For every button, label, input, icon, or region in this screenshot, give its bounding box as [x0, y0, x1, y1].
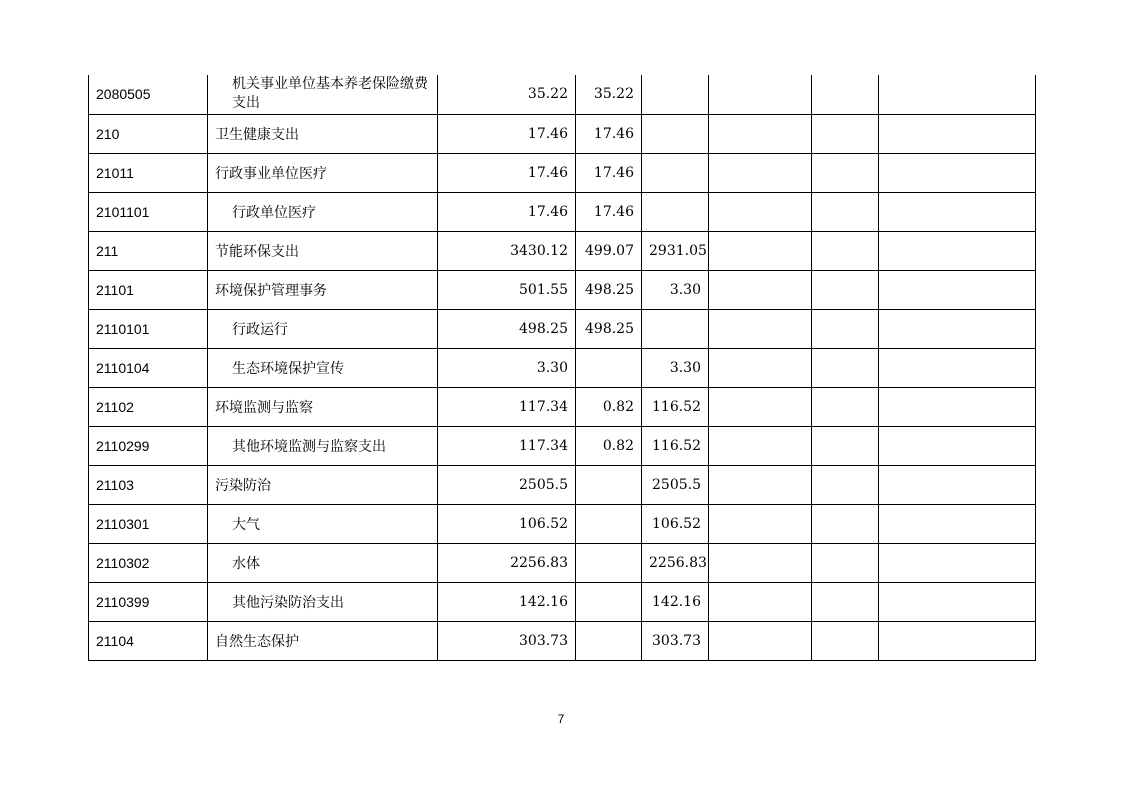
total-amount-cell: 501.55 [438, 270, 576, 309]
project-expenditure-cell [642, 75, 709, 114]
subject-name-cell: 机关事业单位基本养老保险缴费支出 [208, 75, 438, 114]
empty-cell [812, 387, 879, 426]
project-expenditure-cell: 303.73 [642, 621, 709, 660]
empty-cell [709, 504, 812, 543]
subject-code-cell: 21011 [89, 153, 208, 192]
subject-code-cell: 21101 [89, 270, 208, 309]
table-row [89, 504, 1036, 543]
empty-cell [812, 465, 879, 504]
subject-name-cell: 大气 [208, 504, 438, 543]
empty-cell [879, 348, 1036, 387]
project-expenditure-cell: 2931.05 [642, 231, 709, 270]
empty-cell [709, 387, 812, 426]
empty-cell [709, 582, 812, 621]
empty-cell [709, 114, 812, 153]
empty-cell [879, 309, 1036, 348]
basic-expenditure-cell: 17.46 [576, 114, 642, 153]
empty-cell [879, 621, 1036, 660]
table-row [89, 465, 1036, 504]
empty-cell [812, 192, 879, 231]
table-row [89, 153, 1036, 192]
total-amount-cell: 142.16 [438, 582, 576, 621]
project-expenditure-cell [642, 114, 709, 153]
project-expenditure-cell: 116.52 [642, 426, 709, 465]
subject-code-cell: 2110299 [89, 426, 208, 465]
empty-cell [879, 192, 1036, 231]
empty-cell [879, 114, 1036, 153]
total-amount-cell: 17.46 [438, 153, 576, 192]
subject-code-cell: 21104 [89, 621, 208, 660]
table-row [89, 426, 1036, 465]
empty-cell [709, 309, 812, 348]
empty-cell [879, 153, 1036, 192]
empty-cell [879, 582, 1036, 621]
subject-name-cell: 环境监测与监察 [208, 387, 438, 426]
empty-cell [879, 504, 1036, 543]
page-number: 7 [557, 712, 565, 726]
total-amount-cell: 117.34 [438, 387, 576, 426]
empty-cell [812, 153, 879, 192]
subject-code-cell: 2101101 [89, 192, 208, 231]
subject-code-cell: 2110399 [89, 582, 208, 621]
basic-expenditure-cell [576, 465, 642, 504]
empty-cell [879, 270, 1036, 309]
empty-cell [879, 543, 1036, 582]
subject-name-cell: 行政单位医疗 [208, 192, 438, 231]
empty-cell [812, 582, 879, 621]
table-row [89, 192, 1036, 231]
basic-expenditure-cell: 35.22 [576, 75, 642, 114]
table-row [89, 231, 1036, 270]
total-amount-cell: 3.30 [438, 348, 576, 387]
empty-cell [879, 465, 1036, 504]
empty-cell [709, 348, 812, 387]
subject-name-cell: 自然生态保护 [208, 621, 438, 660]
table-row [89, 309, 1036, 348]
table-row [89, 270, 1036, 309]
project-expenditure-cell: 3.30 [642, 348, 709, 387]
subject-name-cell: 水体 [208, 543, 438, 582]
total-amount-cell: 106.52 [438, 504, 576, 543]
total-amount-cell: 2256.83 [438, 543, 576, 582]
table-row [89, 621, 1036, 660]
total-amount-cell: 17.46 [438, 192, 576, 231]
empty-cell [709, 75, 812, 114]
basic-expenditure-cell: 498.25 [576, 309, 642, 348]
project-expenditure-cell [642, 192, 709, 231]
table-row [89, 348, 1036, 387]
empty-cell [812, 426, 879, 465]
empty-cell [812, 114, 879, 153]
project-expenditure-cell: 3.30 [642, 270, 709, 309]
basic-expenditure-cell: 0.82 [576, 426, 642, 465]
project-expenditure-cell: 2505.5 [642, 465, 709, 504]
empty-cell [879, 387, 1036, 426]
subject-name-cell: 行政事业单位医疗 [208, 153, 438, 192]
basic-expenditure-cell: 499.07 [576, 231, 642, 270]
empty-cell [812, 504, 879, 543]
empty-cell [812, 543, 879, 582]
subject-name-cell: 污染防治 [208, 465, 438, 504]
basic-expenditure-cell [576, 582, 642, 621]
table-row [89, 543, 1036, 582]
subject-name-cell: 生态环境保护宣传 [208, 348, 438, 387]
subject-code-cell: 21102 [89, 387, 208, 426]
basic-expenditure-cell: 498.25 [576, 270, 642, 309]
empty-cell [879, 75, 1036, 114]
empty-cell [709, 192, 812, 231]
empty-cell [709, 465, 812, 504]
subject-name-cell: 节能环保支出 [208, 231, 438, 270]
total-amount-cell: 498.25 [438, 309, 576, 348]
subject-code-cell: 2110302 [89, 543, 208, 582]
project-expenditure-cell [642, 153, 709, 192]
total-amount-cell: 117.34 [438, 426, 576, 465]
table-row [89, 387, 1036, 426]
total-amount-cell: 3430.12 [438, 231, 576, 270]
subject-name-cell: 环境保护管理事务 [208, 270, 438, 309]
subject-name-cell: 其他环境监测与监察支出 [208, 426, 438, 465]
empty-cell [709, 153, 812, 192]
subject-code-cell: 21103 [89, 465, 208, 504]
basic-expenditure-cell: 0.82 [576, 387, 642, 426]
project-expenditure-cell: 2256.83 [642, 543, 709, 582]
basic-expenditure-cell: 17.46 [576, 192, 642, 231]
total-amount-cell: 35.22 [438, 75, 576, 114]
empty-cell [709, 621, 812, 660]
subject-name-cell: 卫生健康支出 [208, 114, 438, 153]
subject-code-cell: 2080505 [89, 75, 208, 114]
empty-cell [812, 348, 879, 387]
subject-code-cell: 210 [89, 114, 208, 153]
empty-cell [709, 426, 812, 465]
total-amount-cell: 303.73 [438, 621, 576, 660]
basic-expenditure-cell [576, 621, 642, 660]
empty-cell [812, 621, 879, 660]
table-row [89, 75, 1036, 114]
basic-expenditure-cell: 17.46 [576, 153, 642, 192]
table-body [89, 75, 1036, 660]
basic-expenditure-cell [576, 348, 642, 387]
project-expenditure-cell: 116.52 [642, 387, 709, 426]
subject-name-cell: 行政运行 [208, 309, 438, 348]
empty-cell [879, 231, 1036, 270]
total-amount-cell: 17.46 [438, 114, 576, 153]
empty-cell [812, 309, 879, 348]
subject-code-cell: 2110104 [89, 348, 208, 387]
project-expenditure-cell: 106.52 [642, 504, 709, 543]
budget-expenditure-table [88, 75, 1036, 661]
empty-cell [709, 231, 812, 270]
empty-cell [812, 75, 879, 114]
empty-cell [879, 426, 1036, 465]
basic-expenditure-cell [576, 543, 642, 582]
project-expenditure-cell [642, 309, 709, 348]
subject-code-cell: 2110101 [89, 309, 208, 348]
empty-cell [709, 543, 812, 582]
subject-code-cell: 2110301 [89, 504, 208, 543]
empty-cell [812, 231, 879, 270]
basic-expenditure-cell [576, 504, 642, 543]
total-amount-cell: 2505.5 [438, 465, 576, 504]
table-row [89, 582, 1036, 621]
empty-cell [812, 270, 879, 309]
subject-code-cell: 211 [89, 231, 208, 270]
subject-name-cell: 其他污染防治支出 [208, 582, 438, 621]
project-expenditure-cell: 142.16 [642, 582, 709, 621]
empty-cell [709, 270, 812, 309]
table-row [89, 114, 1036, 153]
